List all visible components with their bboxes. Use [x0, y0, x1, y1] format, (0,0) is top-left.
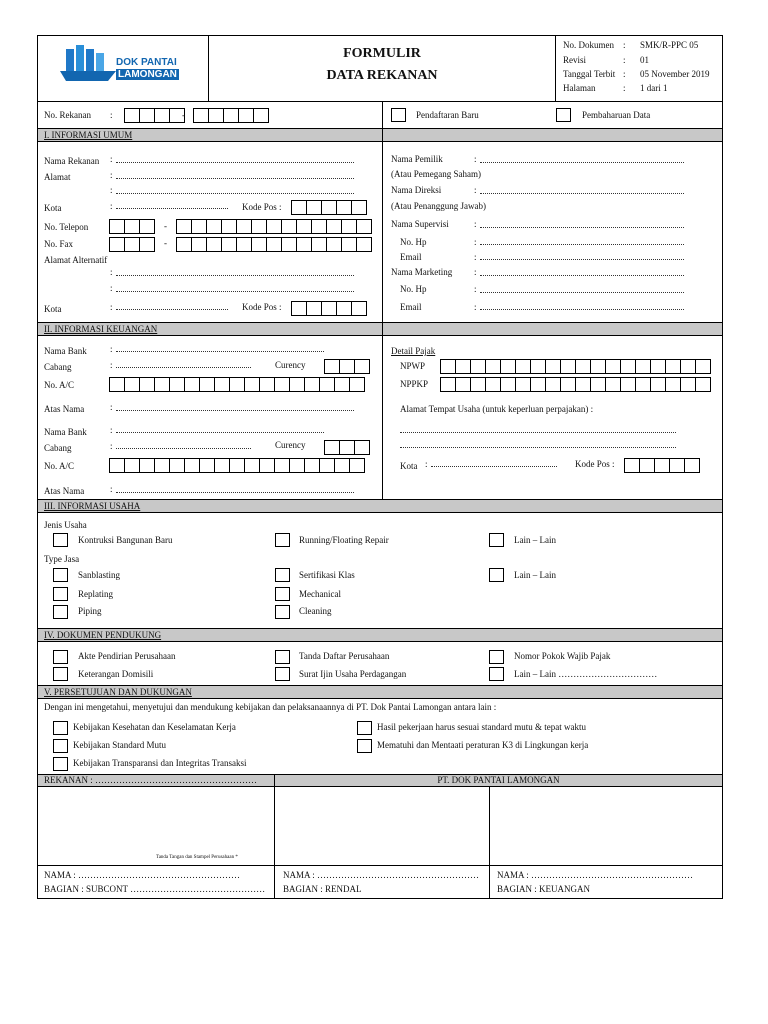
- alamat-alternatif-label: Alamat Alternatif: [44, 255, 108, 265]
- k3-label: Kebijakan Kesehatan dan Keselamatan Kerja: [73, 722, 236, 732]
- cabang-field[interactable]: [116, 367, 251, 368]
- no-rekanan-input-a[interactable]: [124, 108, 185, 123]
- siup-checkbox[interactable]: [275, 667, 290, 681]
- pembaharuan-data-label: Pembaharuan Data: [582, 110, 651, 120]
- kota2-field[interactable]: [116, 309, 228, 310]
- rekanan-signature-area[interactable]: [40, 790, 272, 863]
- running-checkbox[interactable]: [275, 533, 290, 547]
- kode-pos-pajak-input[interactable]: [624, 458, 700, 473]
- kode-pos2-label: Kode Pos :: [242, 302, 282, 312]
- kota-pajak-label: Kota: [400, 461, 418, 471]
- kontruksi-label: Kontruksi Bangunan Baru: [78, 535, 173, 545]
- no-ac2-input[interactable]: [109, 458, 365, 473]
- nama1-field[interactable]: NAMA : ………………………………………………: [44, 870, 241, 880]
- mematuhi-checkbox[interactable]: [357, 739, 372, 753]
- form-title-1: FORMULIR: [343, 46, 421, 61]
- atas-nama-label: Atas Nama: [44, 404, 85, 414]
- no-hp2-label: No. Hp: [400, 284, 427, 294]
- pembaharuan-data-checkbox[interactable]: [556, 108, 571, 122]
- kode-pos2-input[interactable]: [291, 301, 367, 316]
- curency2-input[interactable]: [324, 440, 370, 455]
- kode-pos-input[interactable]: [291, 200, 367, 215]
- email2-label: Email: [400, 302, 422, 312]
- bagian3-field[interactable]: BAGIAN : KEUANGAN: [497, 884, 590, 894]
- nama-rekanan-label: Nama Rekanan: [44, 156, 100, 166]
- cabang2-field[interactable]: [116, 448, 251, 449]
- nama-marketing-field[interactable]: [480, 275, 684, 276]
- cabang-label: Cabang: [44, 362, 72, 372]
- alamat-tempat-field-1[interactable]: [400, 432, 676, 433]
- section-2-title: II. INFORMASI KEUANGAN: [44, 324, 158, 334]
- sertifikasi-checkbox[interactable]: [275, 568, 290, 582]
- mechanical-checkbox[interactable]: [275, 587, 290, 601]
- sanblasting-label: Sanblasting: [78, 570, 120, 580]
- no-fax-label: No. Fax: [44, 239, 73, 249]
- no-rekanan-input-b[interactable]: [193, 108, 269, 123]
- kota-pajak-field[interactable]: [431, 466, 557, 467]
- hasil-checkbox[interactable]: [357, 721, 372, 735]
- alamat-alt-field-1[interactable]: [116, 275, 354, 276]
- akte-checkbox[interactable]: [53, 650, 68, 664]
- npwp-doc-label: Nomor Pokok Wajib Pajak: [514, 651, 611, 661]
- telepon-number-input[interactable]: [176, 219, 372, 234]
- nama-supervisi-label: Nama Supervisi: [391, 219, 449, 229]
- no-hp-field[interactable]: [480, 244, 684, 245]
- no-telepon-label: No. Telepon: [44, 222, 89, 232]
- no-ac-input[interactable]: [109, 377, 365, 392]
- nama-marketing-label: Nama Marketing: [391, 267, 453, 277]
- akte-label: Akte Pendirian Perusahaan: [78, 651, 176, 661]
- alamat-field-1[interactable]: [116, 178, 354, 179]
- detail-pajak-label: Detail Pajak: [391, 346, 436, 356]
- siup-label: Surat Ijin Usaha Perdagangan: [299, 669, 407, 679]
- nama-rekanan-field[interactable]: [116, 162, 354, 163]
- revisi-value: 01: [640, 55, 649, 65]
- curency-input[interactable]: [324, 359, 370, 374]
- bagian1-field[interactable]: BAGIAN : SUBCONT ………………………………………: [44, 884, 266, 894]
- nama-bank-field[interactable]: [116, 351, 324, 352]
- email-field[interactable]: [480, 259, 684, 260]
- nppkp-label: NPPKP: [400, 379, 429, 389]
- piping-checkbox[interactable]: [53, 605, 68, 619]
- jenis-usaha-label: Jenis Usaha: [44, 520, 87, 530]
- alamat-label: Alamat: [44, 172, 71, 182]
- no-hp2-field[interactable]: [480, 292, 684, 293]
- nama-supervisi-field[interactable]: [480, 227, 684, 228]
- alamat-field-2[interactable]: [116, 193, 354, 194]
- integritas-label: Kebijakan Transparansi dan Integritas Transaksi: [73, 758, 247, 768]
- company-logo: [58, 45, 188, 85]
- ttd-note: Tanda Tangan dan Stampel Perusahaan *: [156, 855, 238, 860]
- nama-direksi-field[interactable]: [480, 193, 684, 194]
- logo-line1: DOK PANTAI: [116, 57, 177, 68]
- type-jasa-label: Type Jasa: [44, 554, 80, 564]
- pendaftaran-baru-label: Pendaftaran Baru: [416, 110, 479, 120]
- doc-no-label: No. Dokumen: [563, 40, 614, 50]
- kota-field[interactable]: [116, 208, 228, 209]
- replating-checkbox[interactable]: [53, 587, 68, 601]
- sanblasting-checkbox[interactable]: [53, 568, 68, 582]
- nama2-field[interactable]: NAMA : ………………………………………………: [283, 870, 480, 880]
- kode-pos-label: Kode Pos :: [242, 202, 282, 212]
- cleaning-checkbox[interactable]: [275, 605, 290, 619]
- nama-bank-label: Nama Bank: [44, 346, 87, 356]
- atas-nama2-field[interactable]: [116, 492, 354, 493]
- integritas-checkbox[interactable]: [53, 757, 68, 771]
- kota2-label: Kota: [44, 304, 62, 314]
- cabang2-label: Cabang: [44, 443, 72, 453]
- section-1-title: I. INFORMASI UMUM: [44, 130, 133, 140]
- lain-doc-label: Lain – Lain ……………………………: [514, 669, 658, 679]
- alamat-tempat-field-2[interactable]: [400, 447, 676, 448]
- hasil-label: Hasil pekerjaan harus sesuai standard mutu & tepat waktu: [377, 722, 586, 732]
- atas-nama2-label: Atas Nama: [44, 486, 85, 496]
- replating-label: Replating: [78, 589, 113, 599]
- tanda-daftar-label: Tanda Daftar Perusahaan: [299, 651, 390, 661]
- nama-pemilik-label: Nama Pemilik: [391, 154, 443, 164]
- npwp-doc-checkbox[interactable]: [489, 650, 504, 664]
- kontruksi-checkbox[interactable]: [53, 533, 68, 547]
- tanggal-value: 05 November 2019: [640, 69, 710, 79]
- nppkp-input[interactable]: [440, 377, 711, 392]
- npwp-input[interactable]: [440, 359, 711, 374]
- halaman-label: Halaman: [563, 83, 596, 93]
- cleaning-label: Cleaning: [299, 606, 332, 616]
- nama-bank2-label: Nama Bank: [44, 427, 87, 437]
- pendaftaran-baru-checkbox[interactable]: [391, 108, 406, 122]
- piping-label: Piping: [78, 606, 102, 616]
- section-5-title: V. PERSETUJUAN DAN DUKUNGAN: [44, 687, 192, 697]
- curency-label: Curency: [275, 360, 306, 370]
- alamat-tempat-label: Alamat Tempat Usaha (untuk keperluan perpajakan) :: [400, 404, 594, 414]
- logo-line2: LAMONGAN: [118, 69, 177, 80]
- pemegang-saham-label: (Atau Pemegang Saham): [391, 169, 481, 179]
- nama-bank2-field[interactable]: [116, 432, 324, 433]
- doc-no-value: SMK/R-PPC 05: [640, 40, 699, 50]
- fax-area-input[interactable]: [109, 237, 155, 252]
- npwp-label: NPWP: [400, 361, 426, 371]
- domisili-label: Keterangan Domisili: [78, 669, 154, 679]
- section-3-title: III. INFORMASI USAHA: [44, 501, 141, 511]
- domisili-checkbox[interactable]: [53, 667, 68, 681]
- persetujuan-intro: Dengan ini mengetahui, menyetujui dan mendukung kebijakan dan pelaksanaannya di PT. Dok Pantai Lamongan antara lain :: [44, 702, 497, 712]
- halaman-value: 1 dari 1: [640, 83, 668, 93]
- keuangan-signature-area[interactable]: [492, 790, 720, 863]
- rendal-signature-area[interactable]: [277, 790, 487, 863]
- lain2-label: Lain – Lain: [514, 570, 556, 580]
- tanggal-label: Tanggal Terbit: [563, 69, 616, 79]
- penanggung-label: (Atau Penanggung Jawab): [391, 201, 486, 211]
- sertifikasi-label: Sertifikasi Klas: [299, 570, 355, 580]
- bagian2-field[interactable]: BAGIAN : RENDAL: [283, 884, 362, 894]
- mutu-label: Kebijakan Standard Mutu: [73, 740, 166, 750]
- lain2-checkbox[interactable]: [489, 568, 504, 582]
- kota-label: Kota: [44, 203, 62, 213]
- curency2-label: Curency: [275, 440, 306, 450]
- nama-direksi-label: Nama Direksi: [391, 185, 442, 195]
- alamat-alt-field-2[interactable]: [116, 291, 354, 292]
- telepon-area-input[interactable]: [109, 219, 155, 234]
- kode-pos-pajak-label: Kode Pos :: [575, 459, 615, 469]
- no-ac2-label: No. A/C: [44, 461, 75, 471]
- no-ac-label: No. A/C: [44, 380, 75, 390]
- lain-doc-checkbox[interactable]: [489, 667, 504, 681]
- lain1-checkbox[interactable]: [489, 533, 504, 547]
- revisi-label: Revisi: [563, 55, 587, 65]
- form-title-2: DATA REKANAN: [326, 68, 438, 83]
- email-label: Email: [400, 252, 422, 262]
- pt-label: PT. DOK PANTAI LAMONGAN: [437, 775, 560, 785]
- tanda-daftar-checkbox[interactable]: [275, 650, 290, 664]
- nama-pemilik-field[interactable]: [480, 162, 684, 163]
- email2-field[interactable]: [480, 309, 684, 310]
- fax-number-input[interactable]: [176, 237, 372, 252]
- mematuhi-label: Mematuhi dan Mentaati peraturan K3 di Lingkungan kerja: [377, 740, 589, 750]
- no-rekanan-label: No. Rekanan: [44, 110, 91, 120]
- nama3-field[interactable]: NAMA : ………………………………………………: [497, 870, 694, 880]
- mechanical-label: Mechanical: [299, 589, 341, 599]
- atas-nama-field[interactable]: [116, 410, 354, 411]
- k3-checkbox[interactable]: [53, 721, 68, 735]
- rekanan-label: REKANAN : ………………………………………………: [44, 775, 257, 785]
- lain1-label: Lain – Lain: [514, 535, 556, 545]
- section-4-title: IV. DOKUMEN PENDUKUNG: [44, 630, 162, 640]
- no-hp-label: No. Hp: [400, 237, 427, 247]
- running-label: Running/Floating Repair: [299, 535, 389, 545]
- mutu-checkbox[interactable]: [53, 739, 68, 753]
